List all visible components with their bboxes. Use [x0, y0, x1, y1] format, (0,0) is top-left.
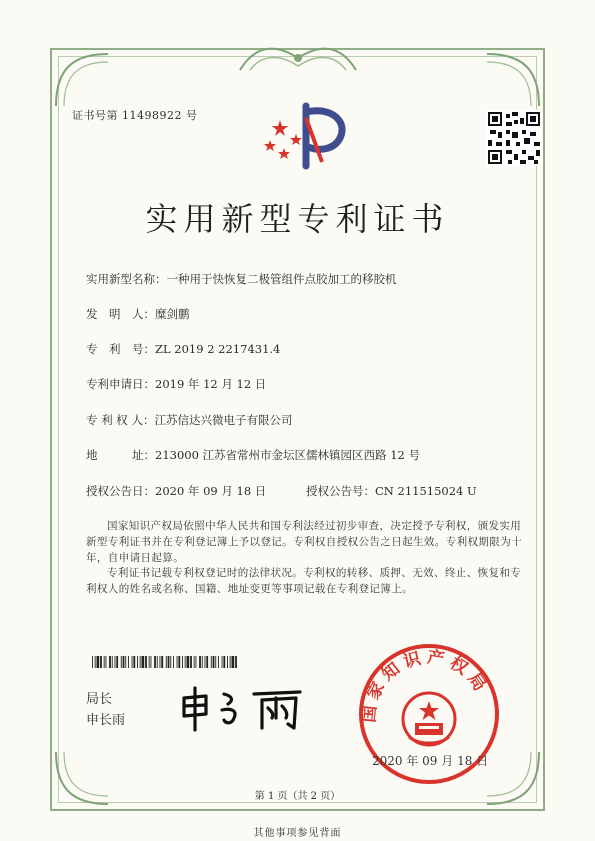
- barcode-bar: [168, 656, 170, 668]
- patentee-row: [86, 412, 292, 428]
- grant-date-label: 授权公告日：: [86, 484, 155, 498]
- barcode-bar: [196, 656, 197, 668]
- filing-date-row: [86, 376, 266, 392]
- barcode-bar: [149, 656, 150, 668]
- patentee-value: 江苏信达兴微电子有限公司: [154, 413, 293, 427]
- barcode-bar: [232, 656, 235, 668]
- barcode-bar: [173, 656, 174, 668]
- barcode-bar: [112, 656, 113, 668]
- barcode-bar: [128, 656, 129, 668]
- barcode-bar: [137, 656, 138, 668]
- certificate-number: [72, 107, 198, 123]
- barcode-bar: [199, 656, 201, 668]
- barcode-bar: [106, 656, 107, 668]
- grant-date-value: 2020 年 09 月 18 日: [155, 484, 267, 498]
- footer-note: 其他事项参见背面: [253, 828, 342, 839]
- barcode-bar: [205, 656, 206, 668]
- patent-number-value: ZL 2019 2 2217431.4: [155, 342, 281, 356]
- barcode-bar: [182, 656, 183, 668]
- qr-code-icon: [486, 110, 542, 166]
- utility-model-name-value: 一种用于快恢复二极管组件点胶加工的移胶机: [166, 272, 397, 286]
- top-ornament-icon: [236, 40, 360, 78]
- certificate-number-label: 证书号第: [72, 109, 118, 122]
- barcode-bar: [123, 656, 125, 668]
- barcode-bar: [154, 656, 156, 668]
- barcode-bar: [151, 656, 152, 668]
- patentee-label: 专 利 权 人：: [86, 413, 155, 427]
- barcode-bar: [227, 656, 228, 668]
- barcode-bar: [230, 656, 231, 668]
- barcode-bar: [125, 656, 126, 668]
- officer-name: 申长雨: [86, 713, 126, 728]
- filing-date-value: 2019 年 12 月 12 日: [155, 377, 267, 391]
- barcode-bar: [218, 656, 219, 668]
- barcode-bar: [211, 656, 212, 668]
- inventor-row: [86, 306, 190, 322]
- patent-office-logo-icon: [262, 100, 354, 170]
- barcode-bar: [116, 656, 118, 668]
- barcode-bar: [170, 656, 171, 668]
- barcode-icon: [92, 656, 238, 668]
- utility-model-name-label: 实用新型名称：: [86, 272, 167, 286]
- barcode-bar: [177, 656, 178, 668]
- address-value: 213000 江苏省常州市金坛区儒林镇园区西路 12 号: [155, 448, 420, 462]
- barcode-bar: [121, 656, 122, 668]
- certificate-number-suffix: 号: [186, 109, 198, 122]
- barcode-bar: [194, 656, 195, 668]
- grant-number-value: CN 211515024 U: [375, 484, 477, 498]
- barcode-bar: [100, 656, 102, 668]
- handwritten-signature-icon: [176, 684, 316, 732]
- utility-model-name-row: [86, 271, 397, 287]
- barcode-bar: [104, 656, 105, 668]
- inventor-value: 糜剑鹏: [155, 307, 190, 321]
- patent-number-row: [86, 341, 280, 357]
- barcode-bar: [206, 656, 208, 668]
- barcode-bar: [133, 656, 135, 668]
- barcode-bar: [223, 656, 225, 668]
- body-paragraph-2: 专利证书记载专利权登记时的法律状况。专利权的转移、质押、无效、终止、恢复和专利权人的姓名或名称、国籍、地址变更等事项记载在专利登记簿上。: [86, 567, 522, 595]
- grant-date-row: [86, 483, 266, 499]
- barcode-bar: [202, 656, 203, 668]
- page-title: 实用新型专利证书: [145, 200, 450, 238]
- address-row: [86, 447, 420, 463]
- barcode-bar: [187, 656, 190, 668]
- certificate-number-value: 11498922: [122, 109, 182, 122]
- grant-number-row: [306, 483, 477, 499]
- patent-number-label: 专 利 号：: [86, 342, 155, 356]
- body-paragraph-1: 国家知识产权局依照中华人民共和国专利法经过初步审查，决定授予专利权，颁发实用新型专利证书并在专利登记簿上予以登记。专利权自授权公告之日起生效。专利权期限为十年，自申请日起算。: [86, 520, 522, 564]
- barcode-bar: [235, 656, 237, 668]
- filing-date-label: 专利申请日：: [86, 377, 155, 391]
- barcode-bar: [157, 656, 158, 668]
- address-label: 地 址：: [86, 448, 155, 462]
- seal-text: 国家知识产权局: [359, 647, 493, 724]
- barcode-bar: [190, 656, 192, 668]
- barcode-bar: [142, 656, 145, 668]
- officer-title: 局长: [86, 692, 113, 707]
- barcode-bar: [166, 656, 167, 668]
- barcode-bar: [115, 656, 116, 668]
- seal-date: 2020 年 09 月 18 日: [372, 754, 489, 768]
- grant-number-label: 授权公告号：: [306, 484, 375, 498]
- barcode-bar: [178, 656, 180, 668]
- barcode-bar: [161, 656, 163, 668]
- barcode-bar: [140, 656, 141, 668]
- page-number: 第 1 页（共 2 页）: [254, 791, 341, 802]
- barcode-bar: [97, 656, 100, 668]
- inventor-label: 发 明 人：: [86, 307, 155, 321]
- barcode-bar: [109, 656, 111, 668]
- barcode-bar: [185, 656, 186, 668]
- barcode-bar: [160, 656, 161, 668]
- barcode-bar: [132, 656, 133, 668]
- corner-ornament-icon: [483, 50, 543, 110]
- barcode-bar: [215, 656, 216, 668]
- barcode-bar: [95, 656, 96, 668]
- corner-ornament-icon: [52, 50, 112, 110]
- barcode-bar: [222, 656, 223, 668]
- barcode-bar: [92, 656, 93, 668]
- barcode-bar: [213, 656, 215, 668]
- barcode-bar: [145, 656, 147, 668]
